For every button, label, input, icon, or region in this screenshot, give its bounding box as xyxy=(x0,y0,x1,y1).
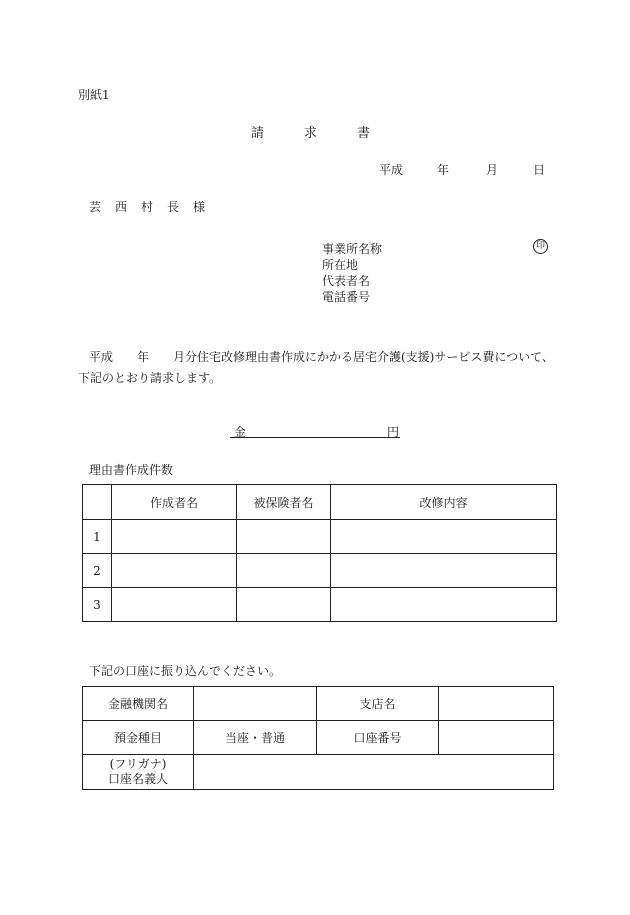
table-row xyxy=(83,588,557,622)
representative-label: 代表者名 xyxy=(322,274,371,288)
bank-row-deposit xyxy=(83,721,554,755)
institution-label: 金融機関名 xyxy=(83,687,194,721)
amount-prefix: 金 xyxy=(234,425,247,439)
table-row xyxy=(83,554,557,588)
account-number-cell[interactable] xyxy=(439,721,554,755)
row-number: 1 xyxy=(83,520,112,554)
document-title: 請求書 xyxy=(251,126,411,141)
deposit-type-label: 預金種目 xyxy=(83,721,194,755)
furigana-label: (フリガナ) xyxy=(109,757,167,771)
date-era: 平成 xyxy=(379,163,404,177)
body-line-2: 下記のとおり請求します。 xyxy=(78,371,222,385)
reasons-header-author: 作成者名 xyxy=(112,485,237,520)
addressee: 芸西村長様 xyxy=(89,200,220,214)
amount-unit: 円 xyxy=(387,425,400,439)
amount-underline xyxy=(230,437,400,438)
bank-row-holder xyxy=(83,755,554,790)
reasons-header-insured: 被保険者名 xyxy=(237,485,331,520)
seal-mark: 印 xyxy=(533,239,548,254)
row-number: 2 xyxy=(83,554,112,588)
bank-title: 下記の口座に振り込んでください。 xyxy=(89,664,282,678)
institution-cell[interactable] xyxy=(194,687,317,721)
holder-label: 口座名義人 xyxy=(107,772,168,786)
attachment-label: 別紙1 xyxy=(78,88,110,102)
bank-table xyxy=(82,686,554,790)
date-day-unit: 日 xyxy=(533,163,546,177)
insured-cell[interactable] xyxy=(237,520,331,554)
reasons-title: 理由書作成件数 xyxy=(89,463,174,477)
body-line-1: 平成 年 月分住宅改修理由書作成にかかる居宅介護(支援)サービス費について、 xyxy=(89,350,554,364)
bank-row-institution xyxy=(83,687,554,721)
author-cell[interactable] xyxy=(112,520,237,554)
reasons-header-row xyxy=(83,485,557,520)
reasons-header-no xyxy=(83,485,112,520)
author-cell[interactable] xyxy=(112,554,237,588)
author-cell[interactable] xyxy=(112,588,237,622)
branch-cell[interactable] xyxy=(439,687,554,721)
insured-cell[interactable] xyxy=(237,554,331,588)
account-number-label: 口座番号 xyxy=(317,721,439,755)
content-cell[interactable] xyxy=(331,554,557,588)
insured-cell[interactable] xyxy=(237,588,331,622)
phone-label: 電話番号 xyxy=(322,290,371,304)
content-cell[interactable] xyxy=(331,588,557,622)
deposit-type-value[interactable]: 当座・普通 xyxy=(194,721,317,755)
holder-cell[interactable] xyxy=(194,755,554,790)
table-row xyxy=(83,520,557,554)
office-name-label: 事業所名称 xyxy=(322,242,383,256)
holder-label-cell xyxy=(83,755,194,790)
row-number: 3 xyxy=(83,588,112,622)
reasons-header-content: 改修内容 xyxy=(331,485,557,520)
reasons-table xyxy=(82,484,557,622)
date-month-unit: 月 xyxy=(486,163,499,177)
branch-label: 支店名 xyxy=(317,687,439,721)
date-year-unit: 年 xyxy=(437,163,450,177)
address-label: 所在地 xyxy=(322,258,359,272)
content-cell[interactable] xyxy=(331,520,557,554)
